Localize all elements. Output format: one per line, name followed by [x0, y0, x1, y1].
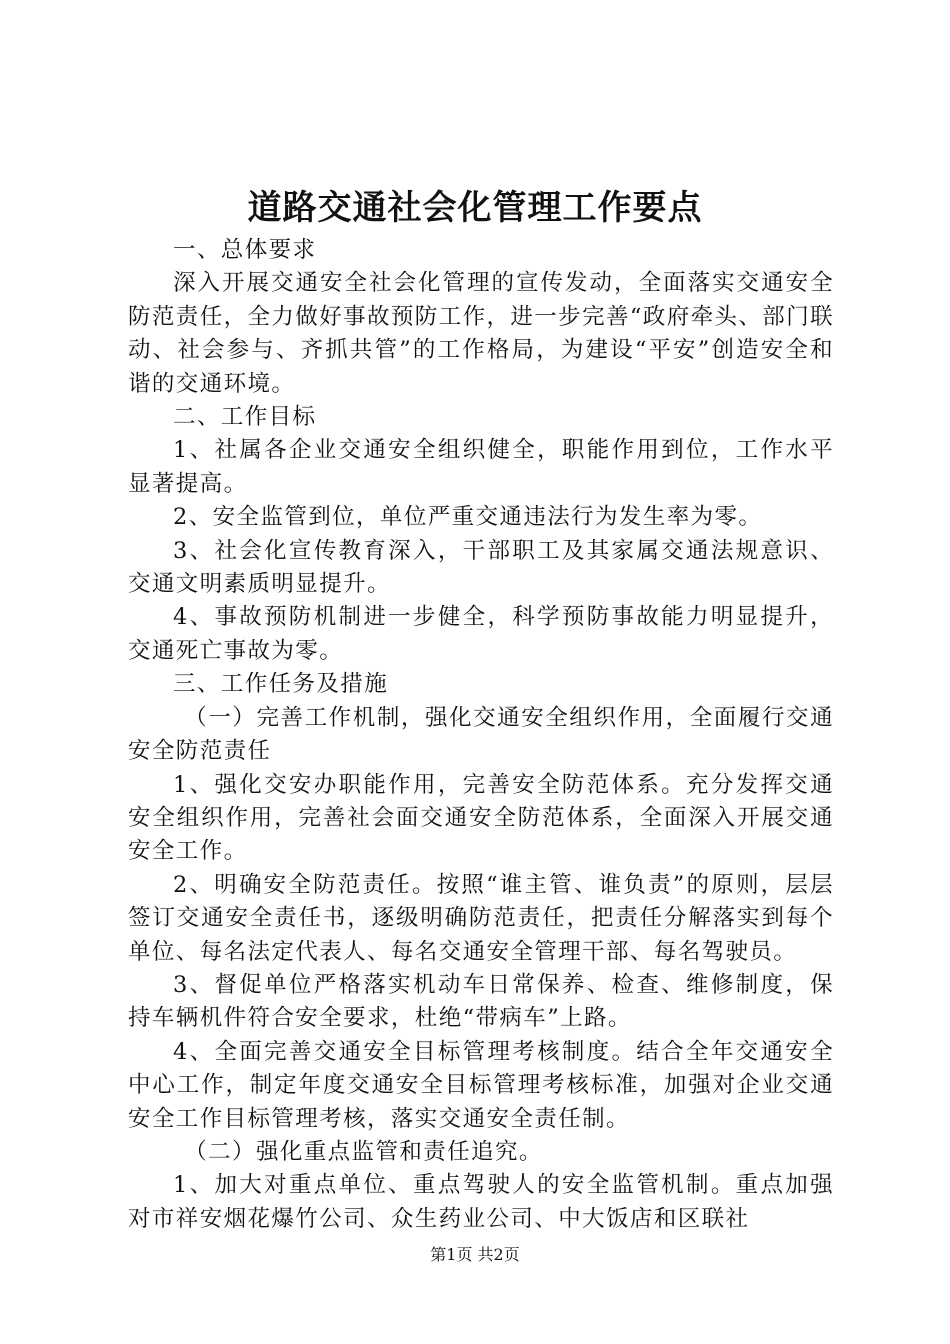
section-heading-work-goals: 二、工作目标 [173, 404, 317, 431]
paragraph-task-1-2: 2、明确安全防范责任。按照“谁主管、谁负责”的原则，层层签订交通安全责任书，逐级明确防范责任，把责任分解落实到每个单位、每名法定代表人、每名交通安全管理干部、每名驾驶员。 [128, 871, 834, 965]
paragraph-goal-4: 4、事故预防机制进一步健全，科学预防事故能力明显提升，交通死亡事故为零。 [128, 604, 834, 664]
paragraph-goal-1: 1、社属各企业交通安全组织健全，职能作用到位，工作水平显著提高。 [128, 437, 834, 497]
subsection-heading-2: （二）强化重点监管和责任追究。 [184, 1138, 543, 1165]
paragraph-goal-2: 2、安全监管到位，单位严重交通违法行为发生率为零。 [173, 504, 763, 531]
document-body [128, 234, 834, 1236]
paragraph-goal-3: 3、社会化宣传教育深入，干部职工及其家属交通法规意识、交通文明素质明显提升。 [128, 537, 834, 598]
paragraph-task-1-4: 4、全面完善交通安全目标管理考核制度。结合全年交通安全中心工作，制定年度交通安全目标管理考核标准，加强对企业交通安全工作目标管理考核，落实交通安全责任制。 [128, 1038, 834, 1132]
paragraph-task-2-1: 1、加大对重点单位、重点驾驶人的安全监管机制。重点加强对市祥安烟花爆竹公司、众生药业公司、中大饭店和区联社 [128, 1172, 834, 1232]
subsection-heading-1: （一）完善工作机制，强化交通安全组织作用，全面履行交通安全防范责任 [128, 704, 834, 765]
page-footer: 第1页 共2页 [430, 1245, 520, 1264]
section-heading-overall-requirements: 一、总体要求 [173, 237, 317, 263]
paragraph-overall-requirements: 深入开展交通安全社会化管理的宣传发动，全面落实交通安全防范责任，全力做好事故预防工作，进一步完善“政府牵头、部门联动、社会参与、齐抓共管”的工作格局，为建设“平安”创造安全和谐的交通环境。 [128, 270, 835, 397]
document-title: 道路交通社会化管理工作要点 [247, 188, 703, 228]
section-heading-tasks-measures: 三、工作任务及措施 [173, 671, 389, 698]
paragraph-task-1-1: 1、强化交安办职能作用，完善安全防范体系。充分发挥交通安全组织作用，完善社会面交通安全防范体系，全面深入开展交通安全工作。 [128, 771, 834, 865]
paragraph-task-1-3: 3、督促单位严格落实机动车日常保养、检查、维修制度，保持车辆机件符合安全要求，杜绝“带病车”上路。 [128, 971, 834, 1032]
